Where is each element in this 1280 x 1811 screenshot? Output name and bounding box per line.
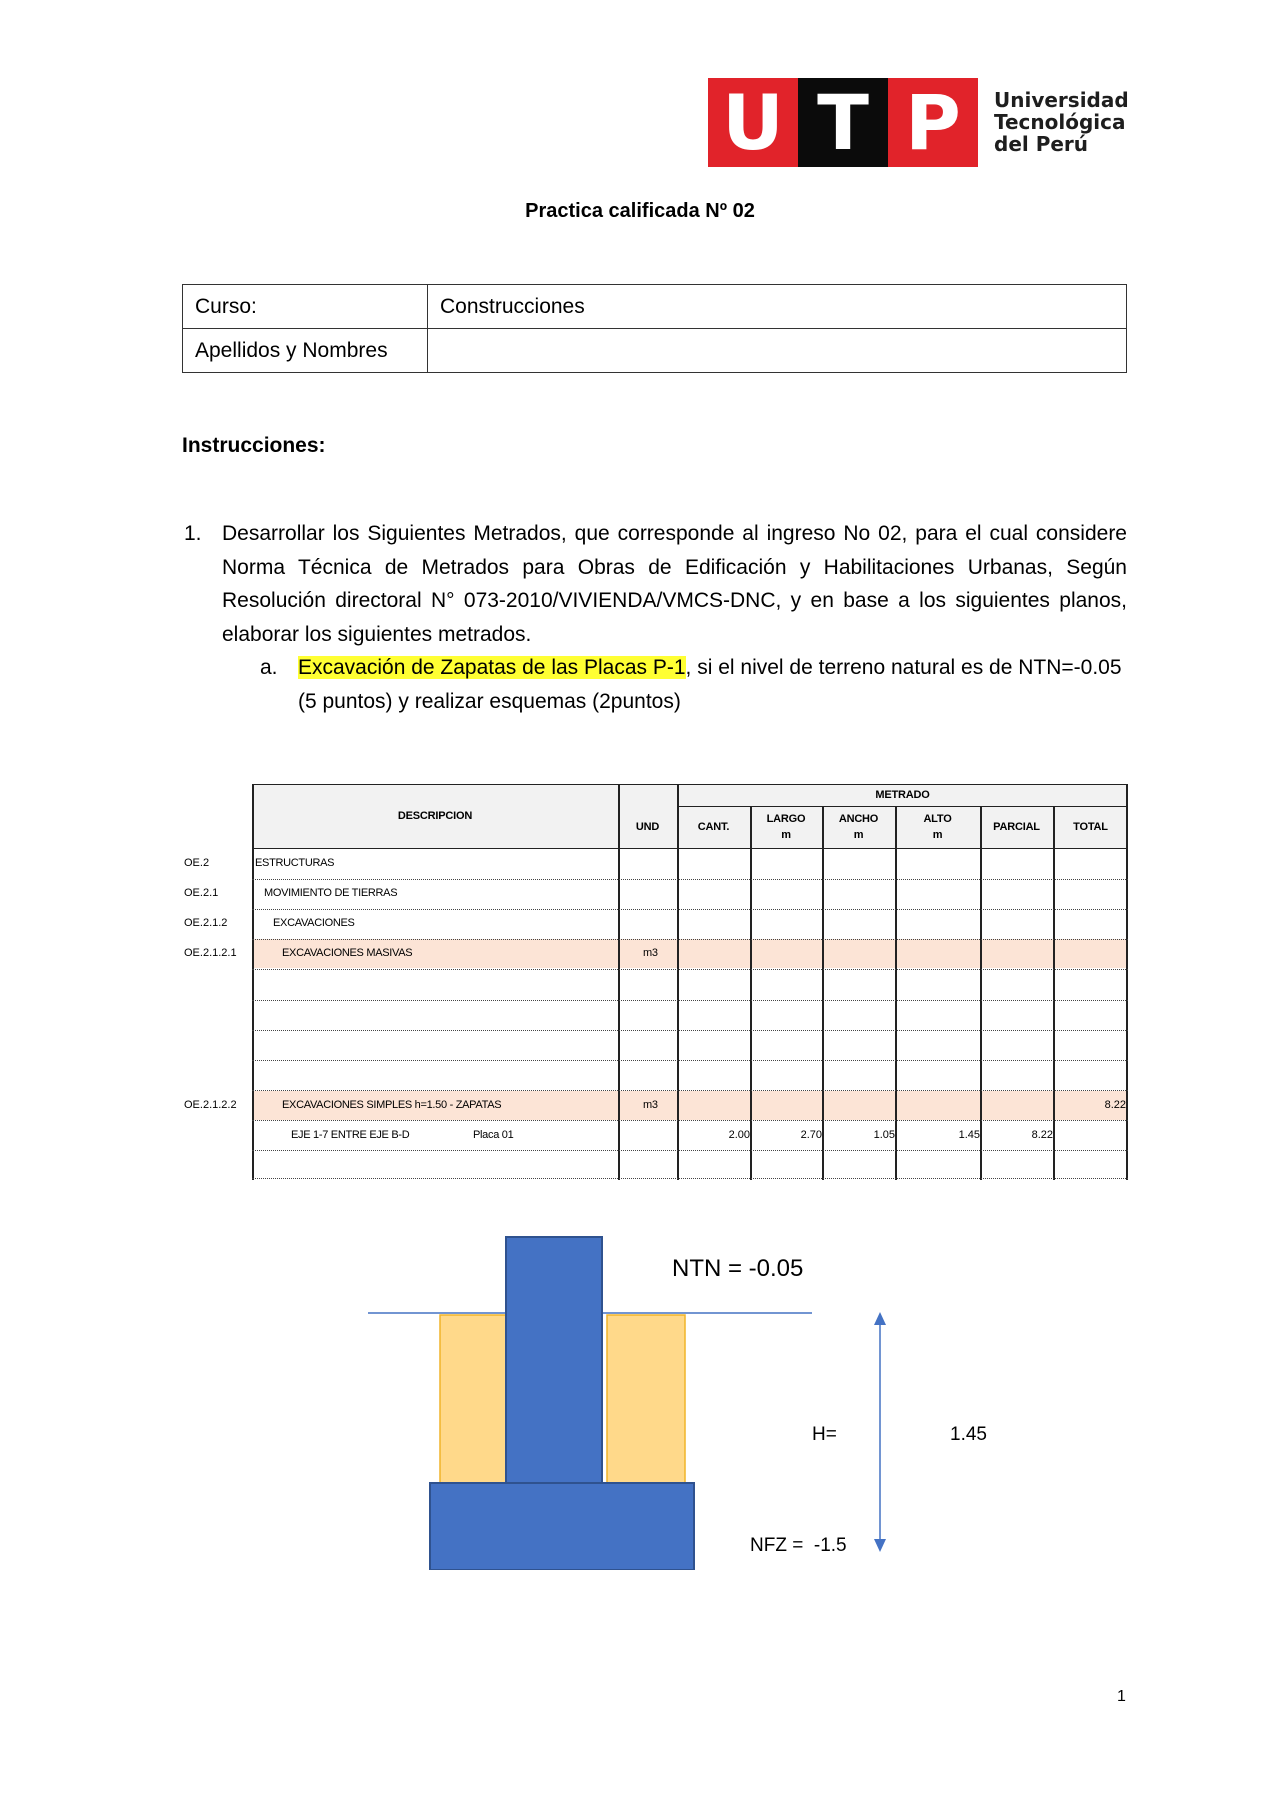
row-desc: EXCAVACIONES — [273, 917, 355, 929]
item-1a-text — [298, 651, 1127, 718]
header-und: UND — [618, 784, 677, 848]
zapata-footing — [430, 1483, 694, 1570]
table-vline — [822, 806, 824, 1180]
item-1a-highlight: Excavación de Zapatas de las Placas P-1 — [298, 656, 686, 679]
h-value: 1.45 — [950, 1424, 987, 1445]
header-cant: CANT. — [677, 806, 750, 848]
course-value: Construcciones — [428, 285, 1127, 329]
row-und: m3 — [643, 1099, 658, 1111]
metrado-table — [252, 784, 1128, 1180]
header-parcial: PARCIAL — [980, 806, 1053, 848]
utp-logo — [708, 78, 978, 167]
table-hline — [252, 1178, 1128, 1179]
row-ancho: 1.05 — [873, 1129, 895, 1141]
row-code: OE.2.1 — [184, 887, 219, 899]
left-excavation-fill — [440, 1315, 508, 1483]
table-vline — [895, 806, 897, 1180]
course-label: Curso: — [183, 285, 428, 329]
nfz-label: NFZ = -1.5 — [750, 1535, 847, 1556]
logo-line-3: del Perú — [994, 132, 1089, 156]
table-hline — [252, 909, 1128, 910]
table-hline — [252, 1150, 1128, 1151]
header-alto-label: ALTO — [923, 813, 952, 825]
page-number: 1 — [1117, 1688, 1126, 1705]
table-hline — [252, 1000, 1128, 1001]
logo-wordmark — [994, 89, 1129, 155]
logo-line-1: Universidad — [994, 88, 1129, 112]
header-metrado: METRADO — [677, 784, 1128, 806]
table-hline — [252, 1120, 1128, 1121]
header-ancho — [822, 806, 895, 848]
item-1a-rest: , si el nivel de terreno natural es de NTN=-0.05 (5 puntos) y realizar esquemas (2puntos) — [298, 656, 1122, 713]
arrow-down-icon — [874, 1539, 886, 1552]
table-hline — [252, 939, 1128, 940]
row-desc: EXCAVACIONES SIMPLES h=1.50 - ZAPATAS — [282, 1099, 502, 1111]
table-hline — [252, 1030, 1128, 1031]
logo-line-2: Tecnológica — [994, 110, 1126, 134]
right-excavation-fill — [607, 1315, 685, 1483]
name-row — [183, 329, 1127, 373]
instructions-heading: Instrucciones: — [182, 434, 326, 457]
item-1-text: Desarrollar los Siguientes Metrados, que corresponde al ingreso No 02, para el cual considere Norma Técnica de Metrados para Obras de Edificación y Habilitaciones Urbanas, Según Resolución directoral N° 073-2010/VIVIENDA/VMCS-DNC, y en base a los siguientes planos, elaborar los siguientes metrados. — [222, 522, 1127, 646]
row-code: OE.2.1.2 — [184, 917, 228, 929]
row-code: OE.2.1.2.2 — [184, 1099, 237, 1111]
item-1-number: 1. — [184, 522, 202, 545]
table-vline — [980, 806, 982, 1180]
header-alto-unit: m — [932, 829, 943, 841]
header-alto — [895, 806, 980, 848]
table-hline — [677, 806, 1128, 807]
table-hline — [252, 1090, 1128, 1091]
table-vline — [750, 806, 752, 1180]
ntn-label: NTN = -0.05 — [672, 1255, 804, 1282]
row-desc: EJE 1-7 ENTRE EJE B-D — [291, 1129, 410, 1141]
logo-letter-t: T — [798, 78, 888, 167]
h-label: H= — [812, 1424, 837, 1445]
table-hline — [252, 784, 1128, 785]
document-title: Practica calificada Nº 02 — [525, 200, 755, 222]
row-desc: EXCAVACIONES MASIVAS — [282, 947, 413, 959]
row-largo: 2.70 — [800, 1129, 822, 1141]
row-cant: 2.00 — [728, 1129, 750, 1141]
row-total: 8.22 — [1104, 1099, 1126, 1111]
header-largo-unit: m — [781, 829, 791, 841]
item-1a-letter: a. — [260, 656, 278, 679]
arrow-up-icon — [874, 1312, 886, 1325]
table-hline — [252, 848, 1128, 849]
row-code: OE.2 — [184, 857, 210, 869]
name-label: Apellidos y Nombres — [183, 329, 428, 373]
logo-letter-u: U — [708, 78, 798, 167]
student-info-table — [182, 284, 1127, 373]
header-largo — [750, 806, 822, 848]
header-largo-label: LARGO — [766, 813, 806, 825]
row-und: m3 — [643, 947, 658, 959]
row-note: Placa 01 — [473, 1129, 514, 1141]
course-row — [183, 285, 1127, 329]
header-ancho-label: ANCHO — [838, 813, 879, 825]
table-hline — [252, 969, 1128, 970]
row-code: OE.2.1.2.1 — [184, 947, 237, 959]
footing-diagram — [360, 1230, 1080, 1570]
placa-column — [506, 1237, 602, 1485]
name-value — [428, 329, 1127, 373]
logo-letter-p: P — [888, 78, 978, 167]
table-hline — [252, 879, 1128, 880]
row-parcial: 8.22 — [1031, 1129, 1053, 1141]
table-vline — [1053, 806, 1055, 1180]
header-ancho-unit: m — [853, 829, 864, 841]
header-descripcion: DESCRIPCION — [252, 784, 618, 848]
row-desc: ESTRUCTURAS — [255, 857, 335, 869]
header-total: TOTAL — [1053, 806, 1128, 848]
row-alto: 1.45 — [958, 1129, 980, 1141]
row-desc: MOVIMIENTO DE TIERRAS — [264, 887, 398, 899]
table-hline — [252, 1060, 1128, 1061]
